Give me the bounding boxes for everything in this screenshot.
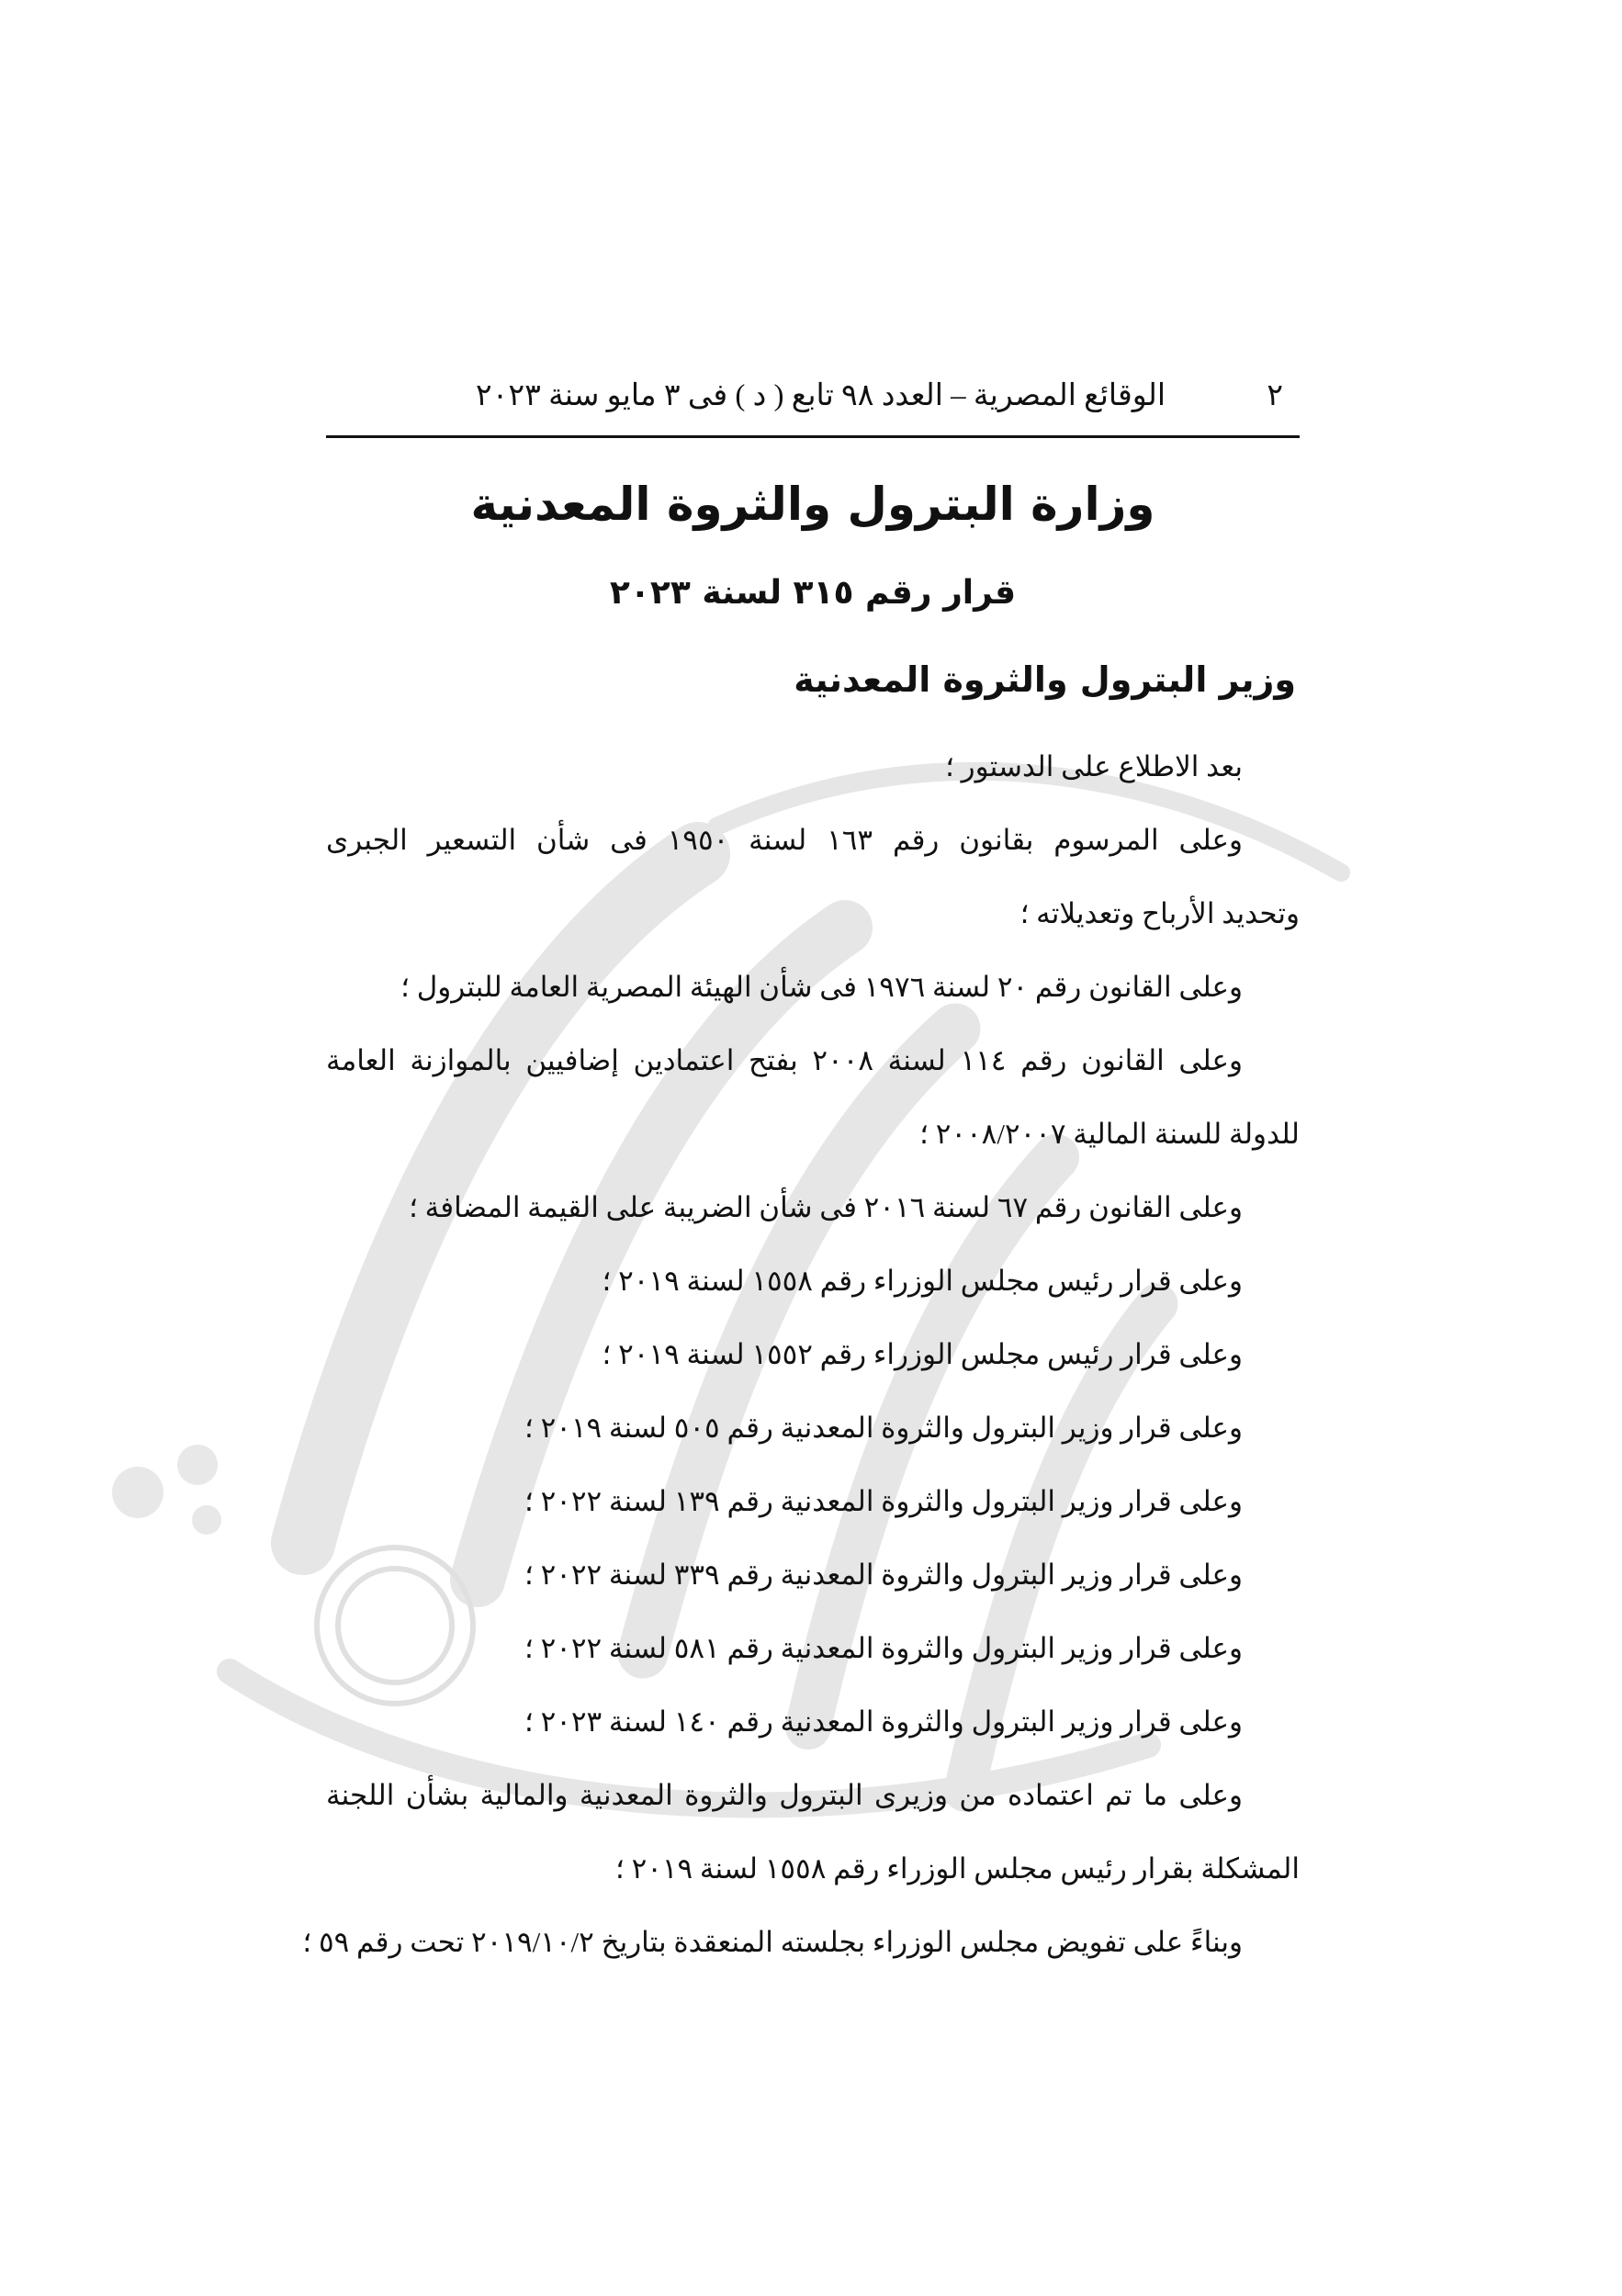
preamble-line: وعلى القانون رقم ١١٤ لسنة ٢٠٠٨ بفتح اعتمادين إضافيين بالموازنة العامة <box>326 1044 1243 1076</box>
preamble-line: بعد الاطلاع على الدستور ؛ <box>945 750 1243 782</box>
preamble-line: وعلى ما تم اعتماده من وزيرى البترول والثروة المعدنية والمالية بشأن اللجنة <box>326 1779 1243 1811</box>
preamble-line: وعلى قرار رئيس مجلس الوزراء رقم ١٥٥٢ لسنة ٢٠١٩ ؛ <box>602 1338 1243 1370</box>
preamble-line: وعلى المرسوم بقانون رقم ١٦٣ لسنة ١٩٥٠ فى شأن التسعير الجبرى <box>326 824 1244 856</box>
preamble-line: للدولة للسنة المالية ٢٠٠٨/٢٠٠٧ ؛ <box>919 1118 1300 1150</box>
preamble-line: وعلى قرار وزير البترول والثروة المعدنية رقم ٣٣٩ لسنة ٢٠٢٢ ؛ <box>524 1559 1243 1591</box>
preamble-line: وعلى القانون رقم ٦٧ لسنة ٢٠١٦ فى شأن الضريبة على القيمة المضافة ؛ <box>409 1191 1243 1223</box>
ministry-title: وزارة البترول والثروة المعدنية <box>470 478 1155 531</box>
preamble-line: وعلى قرار وزير البترول والثروة المعدنية رقم ١٣٩ لسنة ٢٠٢٢ ؛ <box>524 1485 1243 1517</box>
decree-title: قرار رقم ٣١٥ لسنة ٢٠٢٣ <box>609 574 1017 612</box>
header-divider <box>326 435 1300 438</box>
preamble-line: وعلى قرار وزير البترول والثروة المعدنية رقم ٥٠٥ لسنة ٢٠١٩ ؛ <box>524 1412 1243 1444</box>
preamble-line: وعلى قرار رئيس مجلس الوزراء رقم ١٥٥٨ لسنة ٢٠١٩ ؛ <box>602 1265 1243 1297</box>
preamble-line: وبناءً على تفويض مجلس الوزراء بجلسته المنعقدة بتاريخ ٢٠١٩/١٠/٢ تحت رقم ٥٩ ؛ <box>302 1926 1243 1958</box>
gazette-issue-line: الوقائع المصرية – العدد ٩٨ تابع ( د ) فى ٣ مايو سنة ٢٠٢٣ <box>475 379 1166 412</box>
page-header <box>326 367 1300 422</box>
preamble-line: وعلى قرار وزير البترول والثروة المعدنية رقم ٥٨١ لسنة ٢٠٢٢ ؛ <box>524 1632 1243 1664</box>
preamble-line: وتحديد الأرباح وتعديلاته ؛ <box>1019 897 1300 929</box>
preamble <box>302 730 1300 1979</box>
minister-title: وزير البترول والثروة المعدنية <box>794 659 1296 700</box>
page-number: ٢ <box>1267 379 1283 412</box>
preamble-line: وعلى قرار وزير البترول والثروة المعدنية رقم ١٤٠ لسنة ٢٠٢٣ ؛ <box>524 1705 1243 1738</box>
preamble-line: وعلى القانون رقم ٢٠ لسنة ١٩٧٦ فى شأن الهيئة المصرية العامة للبترول ؛ <box>400 971 1243 1003</box>
preamble-line: المشكلة بقرار رئيس مجلس الوزراء رقم ١٥٥٨ لسنة ٢٠١٩ ؛ <box>614 1852 1300 1885</box>
